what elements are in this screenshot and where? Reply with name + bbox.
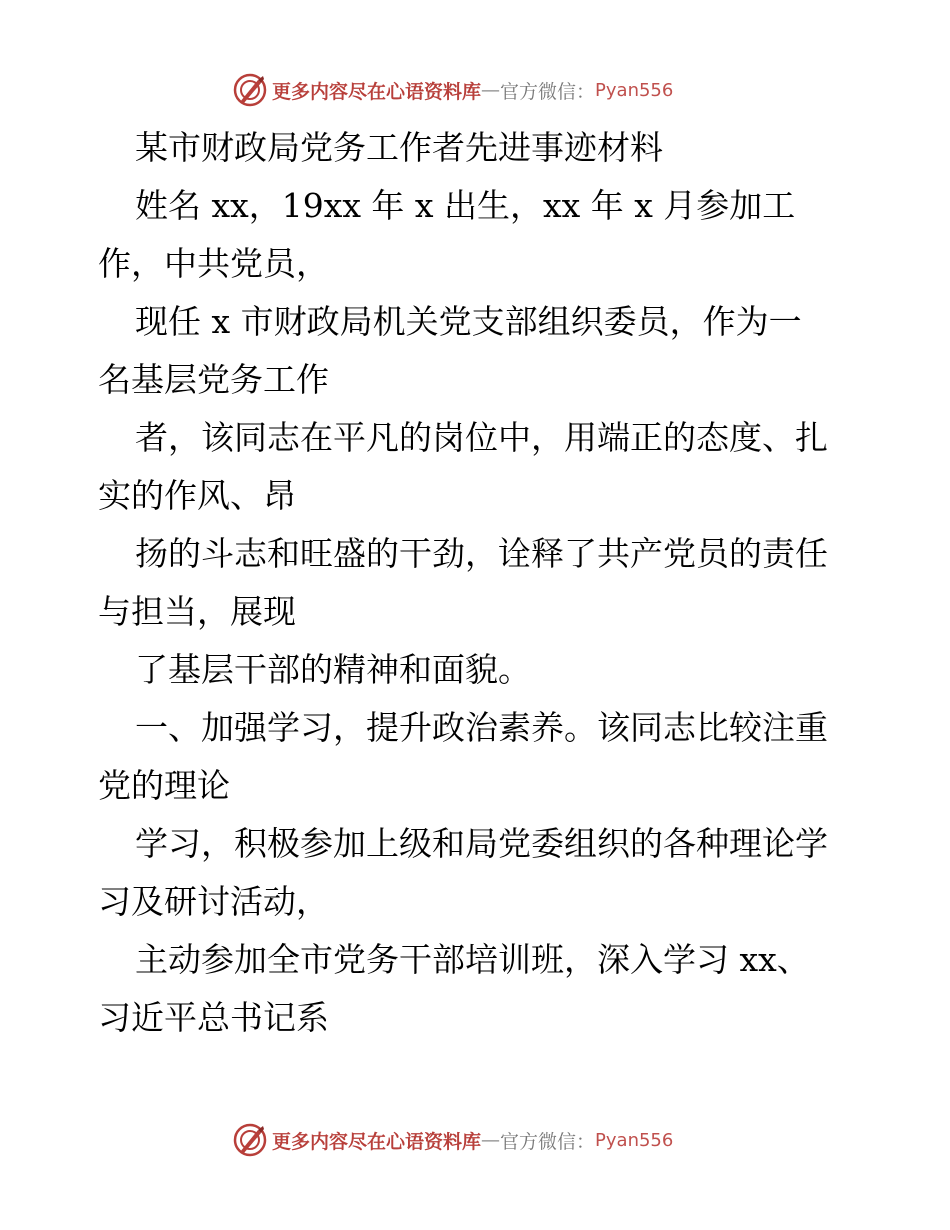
- watermark-brand: 更多内容尽在心语资料库: [272, 1130, 482, 1153]
- document-line: 党的理论: [98, 766, 230, 805]
- document-line: 某市财政局党务工作者先进事迹材料: [135, 128, 663, 167]
- document-body: [0, 119, 950, 1047]
- document-line: 作，中共党员，: [98, 244, 329, 283]
- document-line: 学习，积极参加上级和局党委组织的各种理论学: [135, 824, 828, 863]
- document-line: 主动参加全市党务干部培训班，深入学习 xx、: [135, 940, 810, 979]
- document-line: 名基层党务工作: [98, 360, 329, 399]
- quill-logo-icon: [232, 72, 268, 108]
- watermark-official: 官方微信：: [500, 80, 596, 103]
- quill-logo-icon: [232, 1122, 268, 1158]
- document-line: 者，该同志在平凡的岗位中，用端正的态度、扎: [135, 418, 828, 457]
- document-line: 习及研讨活动，: [98, 882, 329, 921]
- document-line: 了基层干部的精神和面貌。: [135, 650, 531, 689]
- document-line: 一、加强学习，提升政治素养。该同志比较注重: [135, 708, 828, 747]
- document-line: 与担当，展现: [98, 592, 296, 631]
- document-line: 扬的斗志和旺盛的干劲，诠释了共产党员的责任: [135, 534, 828, 573]
- watermark-header: [232, 70, 752, 110]
- watermark-separator: —: [481, 79, 501, 101]
- document-line: 现任 x 市财政局机关党支部组织委员，作为一: [135, 302, 802, 341]
- watermark-separator: —: [481, 1129, 501, 1151]
- document-line: 姓名 xx，19xx 年 x 出生，xx 年 x 月参加工: [135, 186, 796, 225]
- watermark-wechat: Pyan556: [595, 1129, 674, 1151]
- watermark-official: 官方微信：: [500, 1130, 596, 1153]
- watermark-wechat: Pyan556: [595, 79, 674, 101]
- document-line: 习近平总书记系: [98, 998, 329, 1037]
- watermark-footer: [232, 1120, 752, 1160]
- document-line: 实的作风、昂: [98, 476, 296, 515]
- watermark-brand: 更多内容尽在心语资料库: [272, 80, 482, 103]
